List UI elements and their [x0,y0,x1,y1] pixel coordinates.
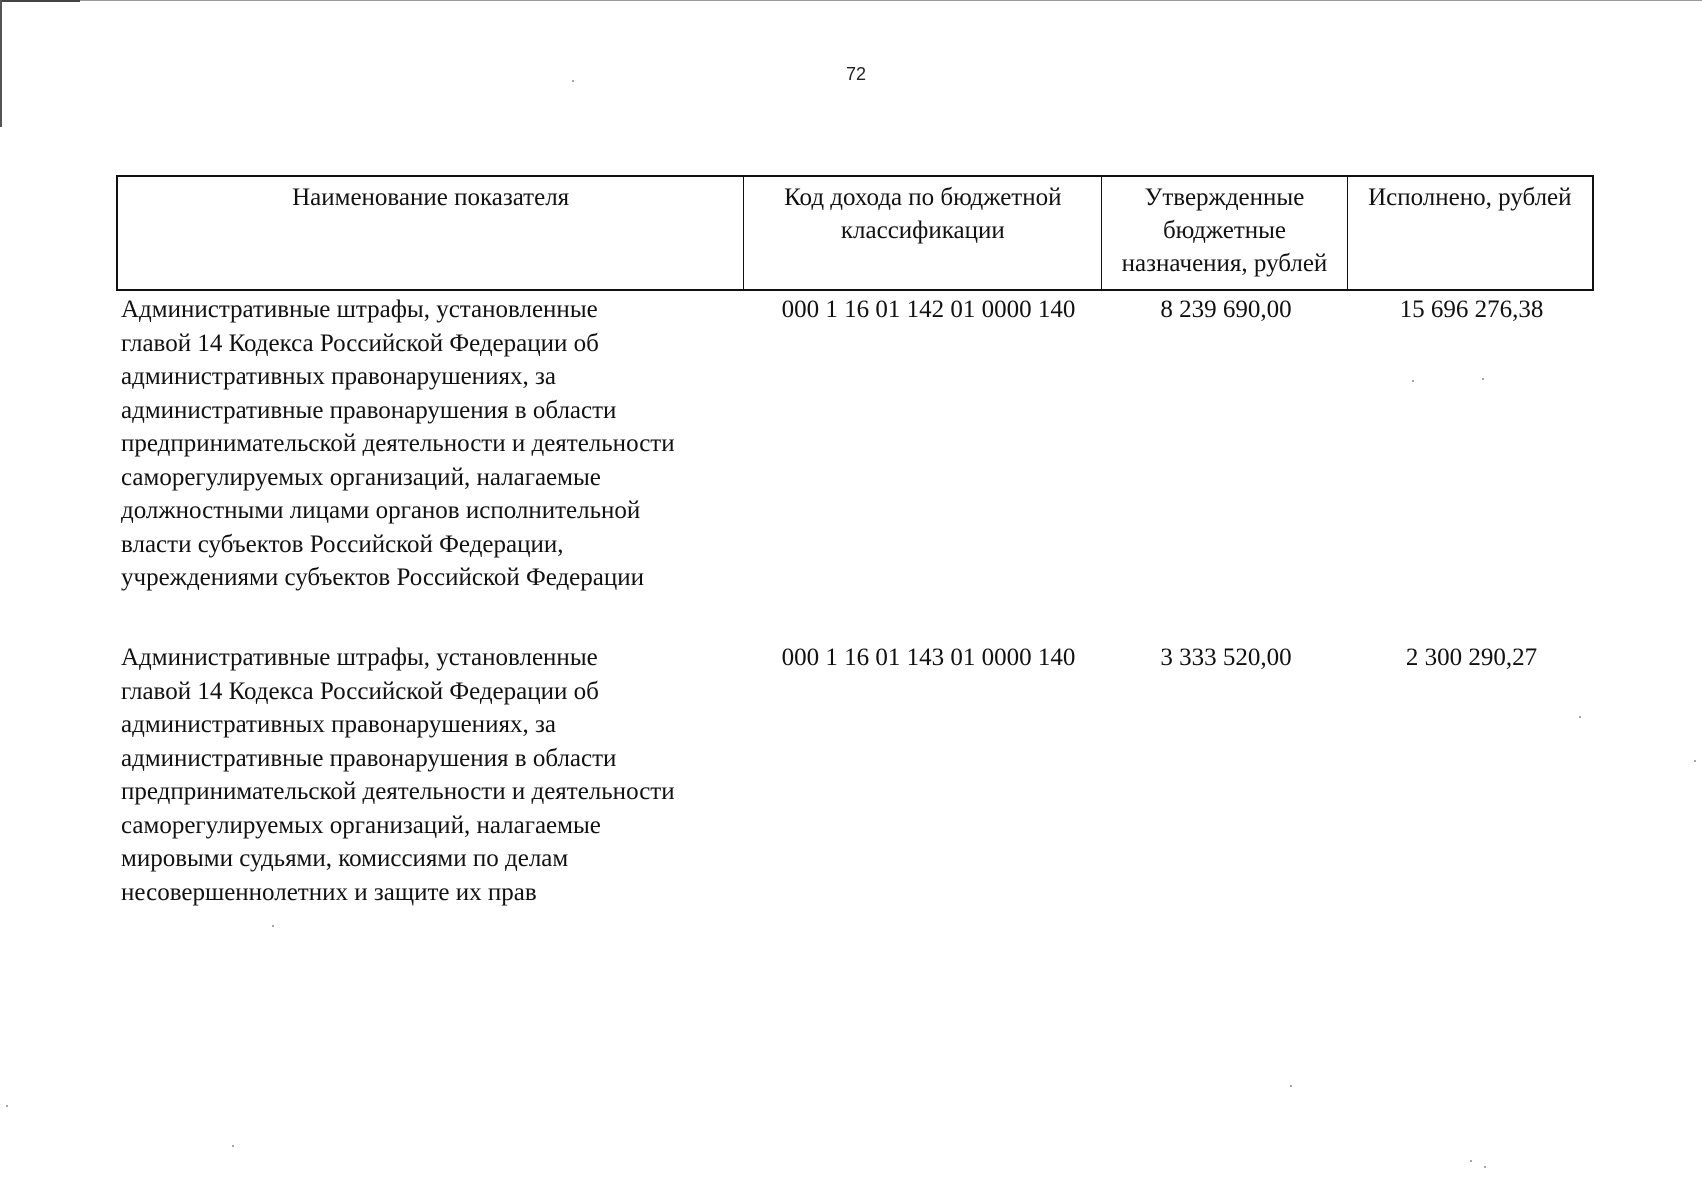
header-code: Код дохода по бюджетной классификации [744,177,1102,289]
scan-speck [6,1105,8,1107]
row-income-code: 000 1 16 01 143 01 0000 140 [781,644,1076,671]
header-name: Наименование показателя [118,177,744,289]
scan-speck [1484,1166,1486,1168]
scan-speck [272,925,274,927]
page-number: 72 [845,64,867,84]
header-executed: Исполнено, рублей [1368,184,1572,211]
row-executed-amount: 15 696 276,38 [1399,296,1544,323]
row-indicator-name: Административные штрафы, установленные главой 14 Кодекса Российской Федерации об административных правонарушениях, за административные правонарушения в области предпринимательской деятельности и деятельности саморегулируемых организаций, налагаемые мировыми судьями, комиссиями по делам несовершеннолетних и защите их прав [121,644,675,906]
table-row [116,641,1594,909]
scan-speck [1694,760,1696,762]
header-approved: Утвержденные бюджетные назначения, рублей [1102,177,1347,289]
row-approved-amount: 3 333 520,00 [1160,644,1292,671]
scan-edge-top [0,0,1702,1]
scan-speck [232,1145,234,1147]
row-indicator-name: Административные штрафы, установленные главой 14 Кодекса Российской Федерации об административных правонарушениях, за административные правонарушения в области предпринимательской деятельности и деятельности саморегулируемых организаций, налагаемые должностными лицами органов исполнительной власти субъектов Российской Федерации, учреждениями субъектов Российской Федерации [121,296,675,591]
row-income-code: 000 1 16 01 142 01 0000 140 [781,296,1076,323]
table-row [116,293,1594,595]
scan-speck [1290,1085,1292,1087]
table-header [116,175,1594,291]
scan-speck [1470,1160,1472,1162]
scan-corner-mark [0,0,80,2]
row-approved-amount: 8 239 690,00 [1160,296,1292,323]
row-executed-amount: 2 300 290,27 [1405,644,1538,671]
